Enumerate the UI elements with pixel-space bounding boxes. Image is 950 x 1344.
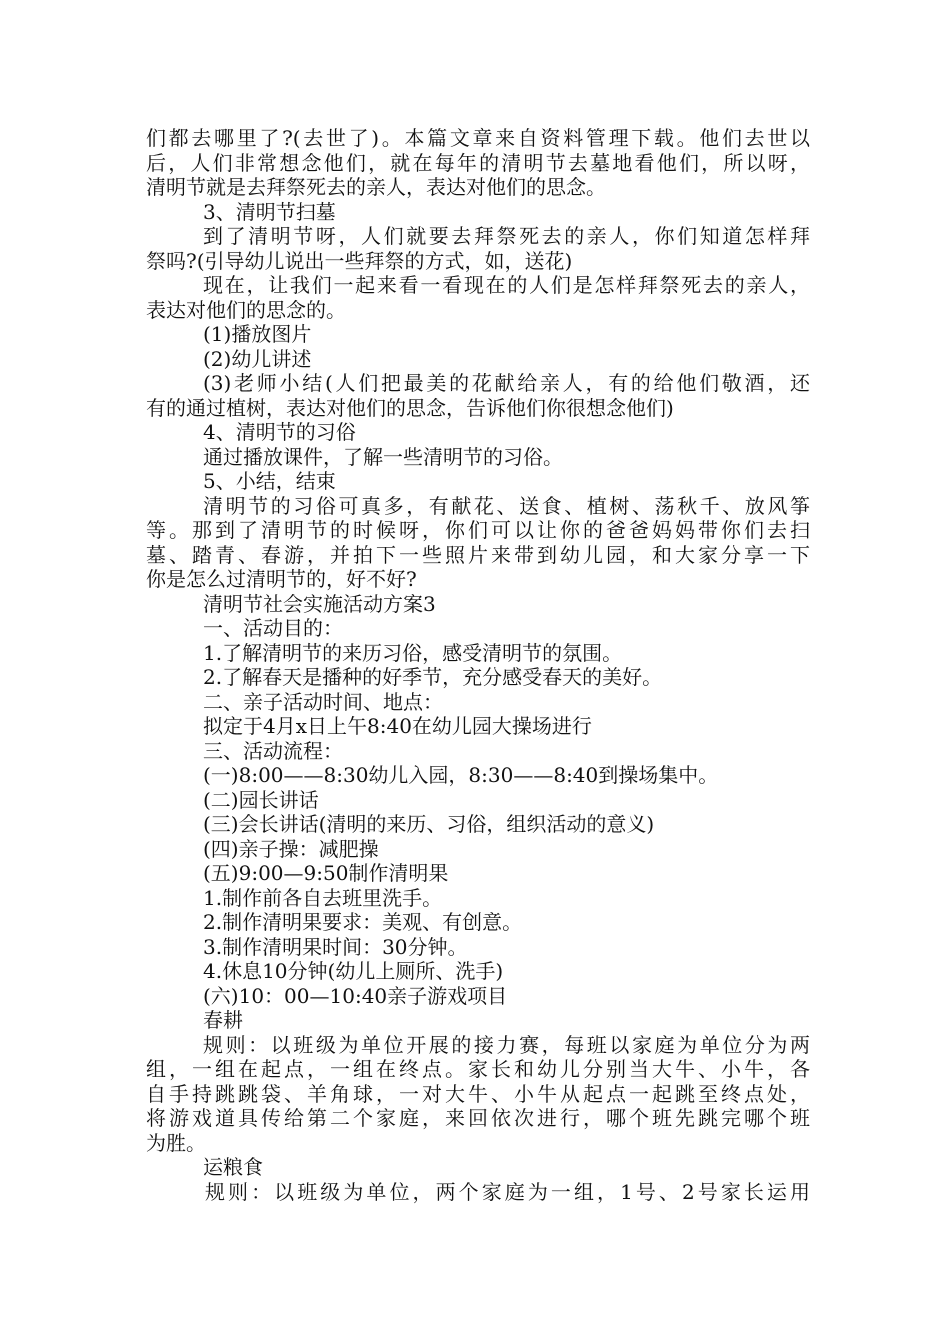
list-item: 2.了解春天是播种的好季节，充分感受春天的美好。 bbox=[203, 665, 663, 689]
text-line: 拟定于4月x日上午8:40在幼儿园大操场进行 bbox=[203, 714, 592, 738]
list-item: 1.了解清明节的来历习俗，感受清明节的氛围。 bbox=[203, 640, 623, 665]
list-item: (1)播放图片 bbox=[203, 322, 312, 346]
list-item: (六)10：00—10:40亲子游戏项目 bbox=[203, 983, 508, 1008]
text-line: 表达对他们的思念的。 bbox=[146, 297, 346, 322]
section-heading: 3、清明节扫墓 bbox=[203, 199, 336, 224]
text-line: 通过播放课件，了解一些清明节的习俗。 bbox=[203, 444, 563, 469]
list-item: (3)老师小结(人们把最美的花献给亲人，有的给他们敬酒，还 bbox=[203, 371, 810, 395]
text-line: 们都去哪里了?(去世了)。本篇文章来自资料管理下载。他们去世以 bbox=[146, 126, 810, 150]
game-title: 春耕 bbox=[203, 1008, 243, 1032]
text-line: 等。那到了清明节的时候呀，你们可以让你的爸爸妈妈带你们去扫 bbox=[146, 518, 810, 542]
text-line: 你是怎么过清明节的，好不好? bbox=[146, 567, 417, 591]
section-heading: 4、清明节的习俗 bbox=[203, 420, 356, 444]
document-body bbox=[146, 126, 810, 1204]
document-title: 清明节社会实施活动方案3 bbox=[203, 591, 436, 616]
game-title: 运粮食 bbox=[203, 1155, 263, 1179]
list-item: 4.休息10分钟(幼儿上厕所、洗手) bbox=[203, 959, 504, 983]
text-line: 祭吗?(引导幼儿说出一些拜祭的方式，如，送花) bbox=[146, 248, 573, 273]
list-item: (一)8:00——8:30幼儿入园，8:30——8:40到操场集中。 bbox=[203, 763, 719, 787]
list-item: (三)会长讲话(清明的来历、习俗，组织活动的意义) bbox=[203, 812, 655, 836]
text-line: 后，人们非常想念他们，就在每年的清明节去墓地看他们，所以呀， bbox=[146, 150, 810, 175]
text-line: 清明节就是去拜祭死去的亲人，表达对他们的思念。 bbox=[146, 175, 606, 199]
list-item: 2.制作清明果要求：美观、有创意。 bbox=[203, 910, 523, 934]
text-line: 将游戏道具传给第二个家庭，来回依次进行，哪个班先跳完哪个班 bbox=[146, 1106, 810, 1130]
text-line: 规则：以班级为单位，两个家庭为一组，1号、2号家长运用 bbox=[205, 1179, 810, 1204]
text-line: 自手持跳跳袋、羊角球，一对大牛、小牛从起点一起跳至终点处， bbox=[146, 1081, 810, 1106]
text-line: 现在，让我们一起来看一看现在的人们是怎样拜祭死去的亲人， bbox=[203, 273, 810, 297]
section-heading: 5、小结，结束 bbox=[203, 469, 336, 493]
text-line: 为胜。 bbox=[146, 1130, 206, 1155]
list-item: 3.制作清明果时间：30分钟。 bbox=[203, 934, 468, 959]
text-line: 规则：以班级为单位开展的接力赛，每班以家庭为单位分为两 bbox=[203, 1032, 810, 1057]
list-item: 1.制作前各自去班里洗手。 bbox=[203, 885, 443, 910]
section-heading: 一、活动目的： bbox=[203, 616, 343, 640]
list-item: (2)幼儿讲述 bbox=[203, 346, 312, 371]
text-line: 清明节的习俗可真多，有献花、送食、植树、荡秋千、放风筝 bbox=[203, 493, 810, 518]
list-item: (五)9:00—9:50制作清明果 bbox=[203, 861, 449, 885]
text-line: 组，一组在起点，一组在终点。家长和幼儿分别当大牛、小牛，各 bbox=[146, 1057, 810, 1081]
list-item: (四)亲子操：减肥操 bbox=[203, 836, 379, 861]
text-line: 到了清明节呀，人们就要去拜祭死去的亲人，你们知道怎样拜 bbox=[203, 224, 810, 248]
text-line: 墓、踏青、春游，并拍下一些照片来带到幼儿园，和大家分享一下 bbox=[146, 542, 810, 567]
section-heading: 二、亲子活动时间、地点： bbox=[203, 689, 443, 714]
list-item: (二)园长讲话 bbox=[203, 787, 319, 812]
text-line: 有的通过植树，表达对他们的思念，告诉他们你很想念他们) bbox=[146, 395, 674, 420]
section-heading: 三、活动流程： bbox=[203, 738, 343, 763]
